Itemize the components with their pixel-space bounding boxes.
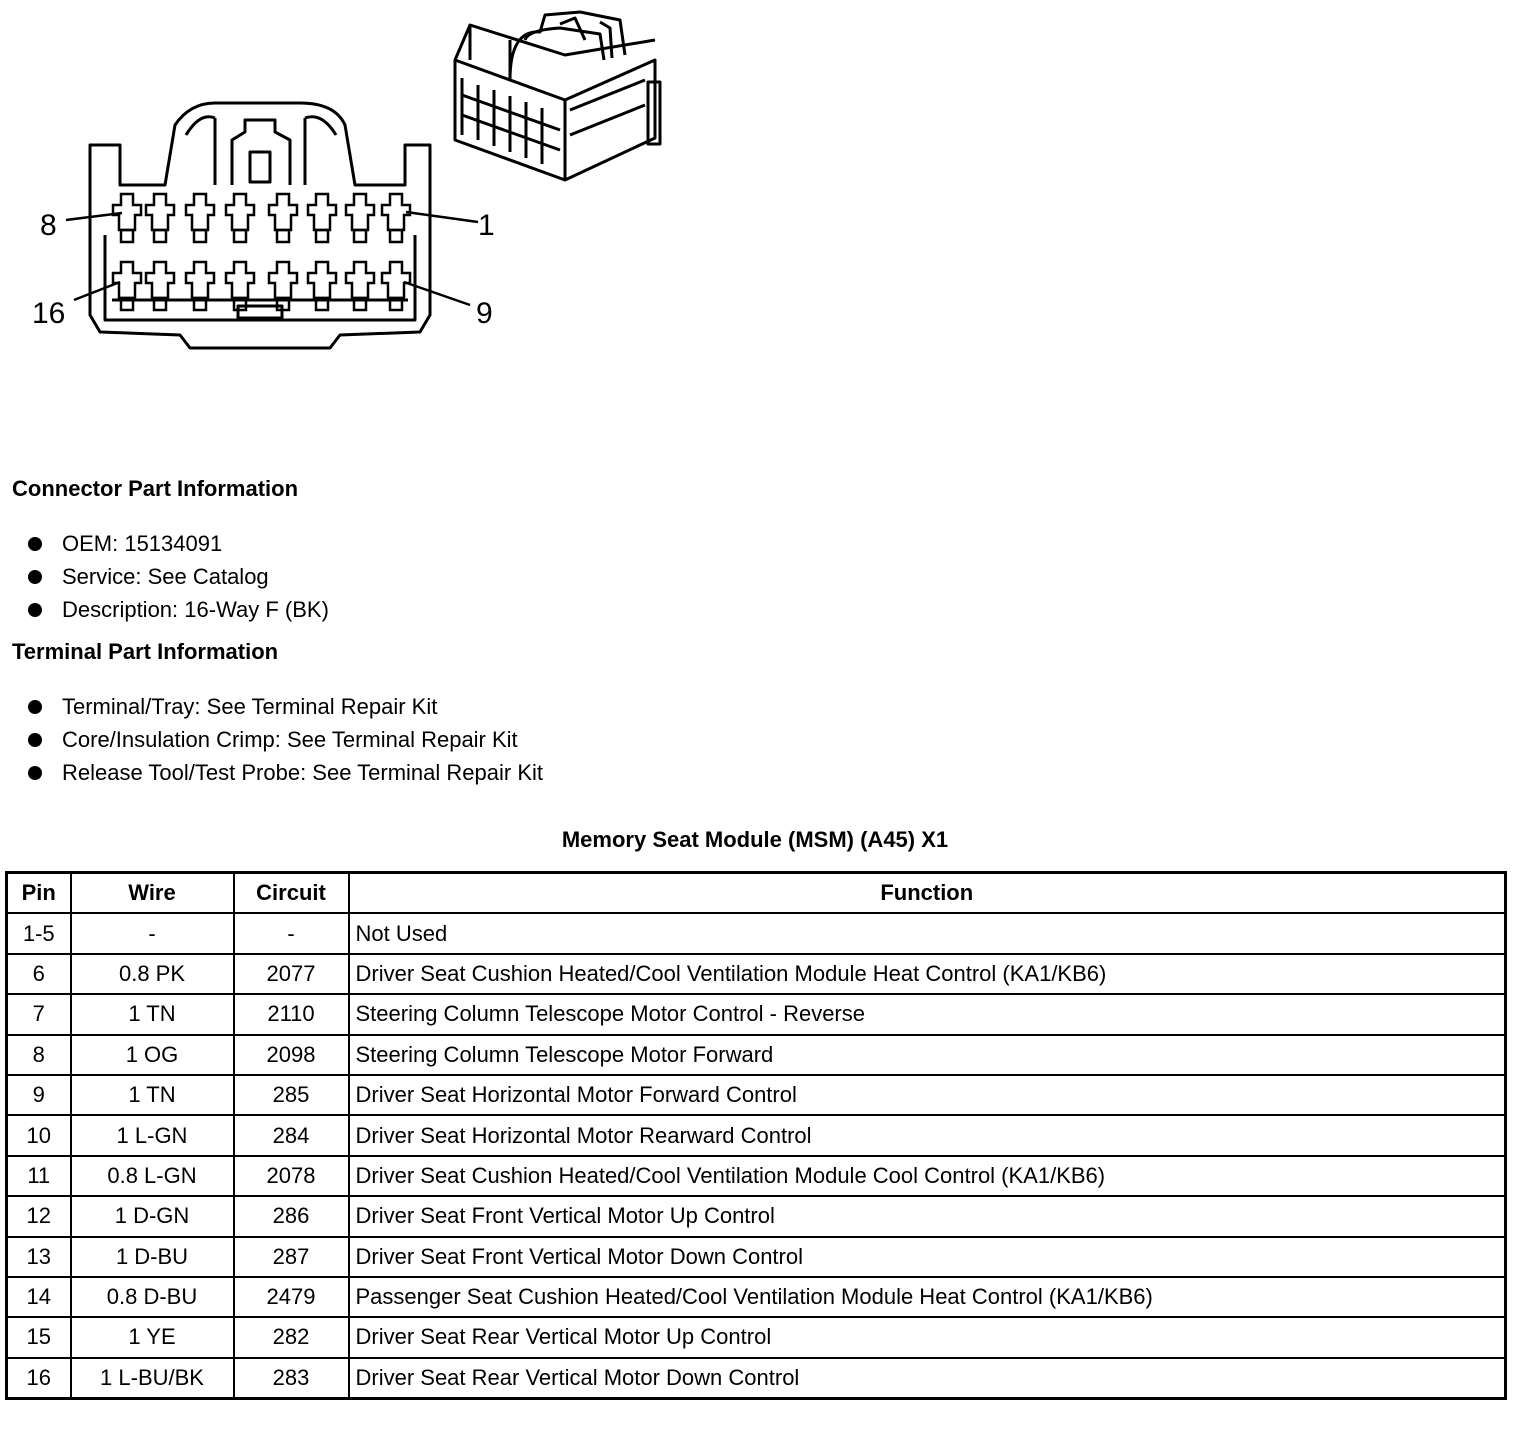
cell-wire: 1 L-GN [71, 1115, 234, 1155]
connector-face-outline [90, 103, 430, 348]
terminal-cavity [146, 262, 174, 298]
terminal-contact [121, 230, 133, 242]
cell-function: Driver Seat Horizontal Motor Forward Control [349, 1075, 1506, 1115]
terminal-contact [390, 230, 402, 242]
cell-circuit: 2098 [234, 1035, 349, 1075]
cell-function: Passenger Seat Cushion Heated/Cool Ventilation Module Heat Control (KA1/KB6) [349, 1277, 1506, 1317]
table-row [7, 1035, 1506, 1075]
cell-pin: 9 [7, 1075, 71, 1115]
cell-pin: 13 [7, 1237, 71, 1277]
cell-pin: 14 [7, 1277, 71, 1317]
bullet-icon [28, 570, 42, 584]
list-item: Release Tool/Test Probe: See Terminal Repair Kit [28, 756, 543, 789]
terminal-part-info-title: Terminal Part Information [12, 639, 279, 664]
terminal-cavity [186, 194, 214, 230]
cell-function: Driver Seat Rear Vertical Motor Down Control [349, 1358, 1506, 1399]
cell-wire: 0.8 D-BU [71, 1277, 234, 1317]
cell-circuit: 2479 [234, 1277, 349, 1317]
terminal-cavity [308, 194, 336, 230]
pin-table [5, 871, 1507, 1400]
cell-function: Driver Seat Rear Vertical Motor Up Control [349, 1317, 1506, 1357]
header-wire: Wire [71, 873, 234, 914]
table-header-row [7, 873, 1506, 914]
cell-wire: 1 L-BU/BK [71, 1358, 234, 1399]
bullet-icon [28, 537, 42, 551]
pin-label-16: 16 [32, 297, 66, 330]
terminal-cavity [382, 262, 410, 298]
table-row [7, 913, 1506, 953]
terminal-cavity [146, 194, 174, 230]
cell-circuit: 283 [234, 1358, 349, 1399]
cell-pin: 1-5 [7, 913, 71, 953]
pin-label-8: 8 [40, 209, 57, 242]
header-circuit: Circuit [234, 873, 349, 914]
cell-wire: 1 YE [71, 1317, 234, 1357]
connector-part-info-list [28, 527, 329, 626]
table-row [7, 1156, 1506, 1196]
list-item: Core/Insulation Crimp: See Terminal Repair Kit [28, 723, 543, 756]
terminal-cavity [382, 194, 410, 230]
table-row [7, 1115, 1506, 1155]
terminal-cavity [226, 194, 254, 230]
header-pin: Pin [7, 873, 71, 914]
cell-wire: 0.8 L-GN [71, 1156, 234, 1196]
connector-key [238, 306, 282, 318]
table-row [7, 994, 1506, 1034]
terminal-cavity [269, 262, 297, 298]
cell-circuit: 2110 [234, 994, 349, 1034]
cell-circuit: 282 [234, 1317, 349, 1357]
list-item: Terminal/Tray: See Terminal Repair Kit [28, 690, 543, 723]
cell-function: Driver Seat Horizontal Motor Rearward Control [349, 1115, 1506, 1155]
cell-pin: 8 [7, 1035, 71, 1075]
cell-wire: 1 TN [71, 994, 234, 1034]
cell-wire: 0.8 PK [71, 954, 234, 994]
cell-wire: 1 D-BU [71, 1237, 234, 1277]
cell-circuit: 285 [234, 1075, 349, 1115]
pin-label-1: 1 [478, 209, 495, 242]
terminal-cavity [113, 262, 141, 298]
cell-circuit: 2077 [234, 954, 349, 994]
cell-function: Driver Seat Cushion Heated/Cool Ventilation Module Heat Control (KA1/KB6) [349, 954, 1506, 994]
table-row [7, 1237, 1506, 1277]
cell-pin: 12 [7, 1196, 71, 1236]
table-title: Memory Seat Module (MSM) (A45) X1 [561, 827, 949, 852]
cell-pin: 7 [7, 994, 71, 1034]
cell-wire: - [71, 913, 234, 953]
cell-function: Driver Seat Cushion Heated/Cool Ventilation Module Cool Control (KA1/KB6) [349, 1156, 1506, 1196]
cell-pin: 11 [7, 1156, 71, 1196]
cell-circuit: 287 [234, 1237, 349, 1277]
bullet-icon [28, 700, 42, 714]
terminal-contact [154, 230, 166, 242]
terminal-cavity [346, 194, 374, 230]
table-row [7, 1358, 1506, 1399]
bullet-icon [28, 603, 42, 617]
pin-label-9: 9 [476, 297, 493, 330]
terminal-contact [234, 230, 246, 242]
cell-function: Not Used [349, 913, 1506, 953]
cell-pin: 15 [7, 1317, 71, 1357]
cell-circuit: 284 [234, 1115, 349, 1155]
cell-function: Steering Column Telescope Motor Forward [349, 1035, 1506, 1075]
terminal-contact [194, 230, 206, 242]
cell-circuit: - [234, 913, 349, 953]
bullet-icon [28, 733, 42, 747]
cell-pin: 10 [7, 1115, 71, 1155]
table-row [7, 954, 1506, 994]
terminal-cavity [113, 194, 141, 230]
terminal-cavity [226, 262, 254, 298]
terminal-contact [316, 230, 328, 242]
table-row [7, 1317, 1506, 1357]
table-row [7, 1277, 1506, 1317]
terminal-cavity [186, 262, 214, 298]
header-function: Function [349, 873, 1506, 914]
table-row [7, 1075, 1506, 1115]
terminal-contact [354, 230, 366, 242]
cell-wire: 1 TN [71, 1075, 234, 1115]
list-item: OEM: 15134091 [28, 527, 329, 560]
connector-part-info-title: Connector Part Information [12, 476, 299, 501]
terminal-contact [277, 230, 289, 242]
terminal-cavity [346, 262, 374, 298]
bullet-icon [28, 766, 42, 780]
cell-wire: 1 D-GN [71, 1196, 234, 1236]
cell-function: Driver Seat Front Vertical Motor Down Control [349, 1237, 1506, 1277]
cell-wire: 1 OG [71, 1035, 234, 1075]
terminal-cavity [308, 262, 336, 298]
list-item: Service: See Catalog [28, 560, 329, 593]
list-item: Description: 16-Way F (BK) [28, 593, 329, 626]
terminal-cavities [113, 194, 410, 310]
cell-function: Driver Seat Front Vertical Motor Up Control [349, 1196, 1506, 1236]
connector-diagram [0, 0, 700, 440]
terminal-part-info-list [28, 690, 543, 789]
cell-function: Steering Column Telescope Motor Control - Reverse [349, 994, 1506, 1034]
cell-circuit: 286 [234, 1196, 349, 1236]
cell-pin: 6 [7, 954, 71, 994]
terminal-cavity [269, 194, 297, 230]
table-row [7, 1196, 1506, 1236]
connector-isometric-view [455, 12, 660, 180]
cell-pin: 16 [7, 1358, 71, 1399]
cell-circuit: 2078 [234, 1156, 349, 1196]
